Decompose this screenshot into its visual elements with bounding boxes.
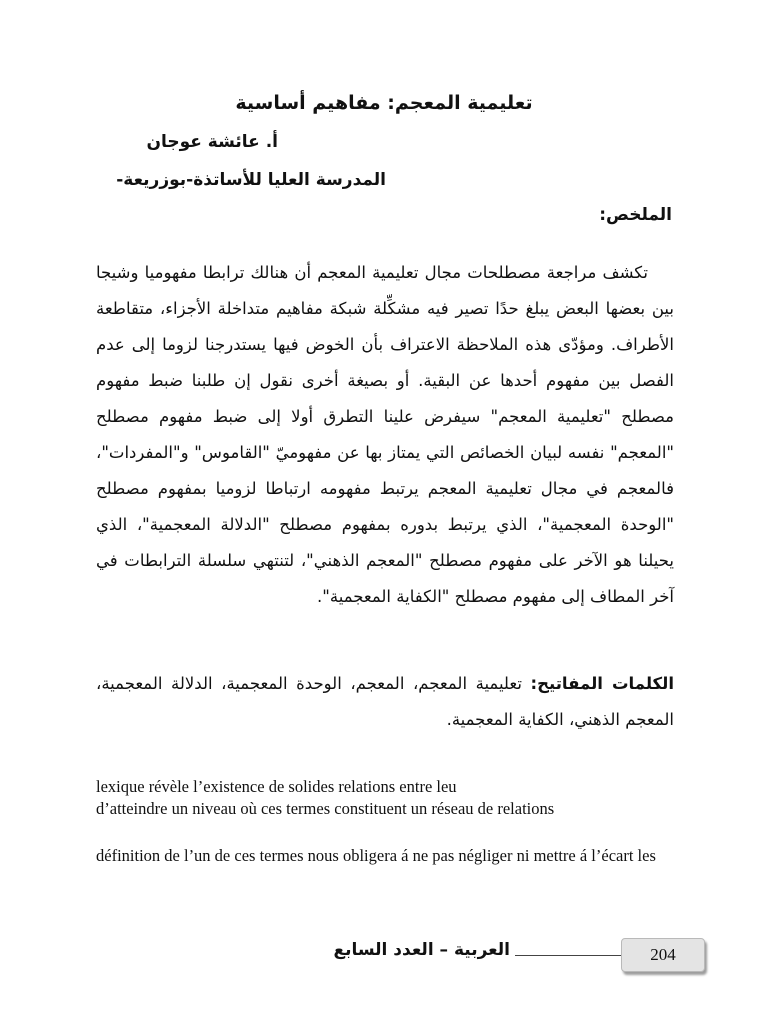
keywords-paragraph bbox=[96, 666, 674, 738]
author-affiliation: المدرسة العليا للأساتذة-بوزريعة- bbox=[116, 170, 386, 190]
french-line-1: lexique révèle l’existence de solides relations entre leu bbox=[96, 777, 457, 796]
author-name: أ. عائشة عوجان bbox=[146, 132, 278, 152]
french-paragraph-2: définition de l’un de ces termes nous obligera á ne pas négliger ni mettre á l’écart les bbox=[96, 846, 656, 865]
page-number-box bbox=[621, 938, 705, 972]
footer-rule bbox=[515, 955, 621, 956]
article-title: تعليمية المعجم: مفاهيم أساسية bbox=[235, 92, 533, 114]
keywords-label: الكلمات المفاتيح: bbox=[530, 674, 674, 693]
page-number: 204 bbox=[650, 945, 676, 964]
abstract-text: تكشف مراجعة مصطلحات مجال تعليمية المعجم أن هنالك ترابطا مفهوميا وشيجا بين بعضها البعض يبلغ حدًا تصير فيه مشكِّلة شبكة مفاهيم متداخلة الأجزاء، متقاطعة الأطراف. ومؤدّى هذه الملاحظة الاعتراف بأن الخوض فيها يستدرجنا لزوما إلى عدم الفصل بين مفهوم أحدها عن البقية. أو بصيغة أخرى نقول إن طلبنا ضبط مفهوم مصطلح "تعليمية المعجم" سيفرض علينا التطرق أولا إلى ضبط مفهوم مصطلح "المعجم" نفسه لبيان الخصائص التي يمتاز بها عن مفهوميّ "القاموس" و"المفردات"، فالمعجم في مجال تعليمية المعجم يرتبط مفهومه ارتباطا لزوميا بمفهوم مصطلح "الوحدة المعجمية"، الذي يرتبط بدوره بمفهوم مصطلح "الدلالة المعجمية"، الذي يحيلنا هو الآخر على مفهوم مصطلح "المعجم الذهني"، لتنتهي سلسلة الترابطات في آخر المطاف إلى مفهوم مصطلح "الكفاية المعجمية". bbox=[96, 263, 674, 606]
french-line-2: d’atteindre un niveau où ces termes constituent un réseau de relations bbox=[96, 799, 555, 818]
journal-footer-title: العربية – العدد السابع bbox=[333, 940, 510, 960]
french-abstract-fragment bbox=[96, 776, 674, 820]
abstract-body bbox=[96, 255, 674, 615]
abstract-heading: الملخص: bbox=[599, 205, 672, 225]
keywords-text: تعليمية المعجم، المعجم، الوحدة المعجمية، الدلالة المعجمية، المعجم الذهني، الكفاية المعجمية. bbox=[96, 674, 674, 729]
